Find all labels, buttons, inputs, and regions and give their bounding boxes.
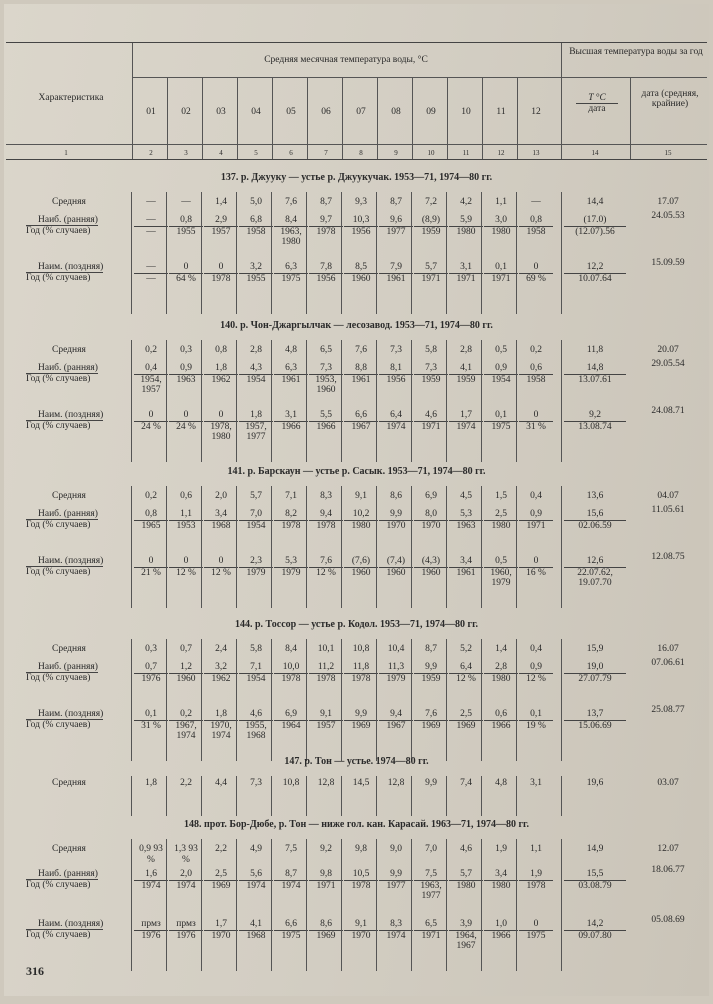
cell-min-3: 0 12 % (204, 556, 238, 578)
col-number-13: 13 (532, 149, 540, 157)
cell-max-11: 0,9 1954 (484, 363, 518, 385)
cell-min-4: 4,1 1968 (239, 919, 273, 941)
cell-mean-5: 7,1 (285, 491, 297, 501)
cell-mean-13: 19,6 (586, 778, 604, 788)
cell-min-13: 14,2 09.07.80 (564, 919, 626, 941)
cell-min-13: 13,7 15.06.69 (564, 709, 626, 731)
cell-max-3: 2,9 1957 (204, 215, 238, 237)
cell-mean-9: 8,7 (425, 644, 437, 654)
cell-min-4: 4,6 1955, 1968 (239, 709, 273, 742)
cell-max-12: 1,9 1978 (519, 869, 553, 891)
cell-mean-13: 14,4 (586, 197, 604, 207)
section-title: 148. прот. Бор-Дюбе, р. Тон — ниже гол. кан. Карасай. 1963—71, 1974—80 гг. (184, 819, 529, 830)
cell-max-11: 2,8 1980 (484, 662, 518, 684)
cell-mean-8: 10,4 (387, 644, 405, 654)
cell-mean-12: 0,2 (530, 345, 542, 355)
cell-max-3: 2,5 1969 (204, 869, 238, 891)
cell-mean-7: 9,1 (355, 491, 367, 501)
cell-min-13: 9,2 13.08.74 (564, 410, 626, 432)
t-header (566, 93, 628, 114)
cell-mean-1: — (146, 197, 156, 207)
cell-mean-3: 2,4 (215, 644, 227, 654)
section-title: 141. р. Барскаун — устье р. Сасык. 1953—71, 1974—80 гг. (227, 466, 486, 477)
cell-min-5: 5,3 1979 (274, 556, 308, 578)
col-number-4: 4 (219, 149, 223, 157)
cell-max-14: 11.05.61 (651, 505, 685, 515)
cell-min-7: 6,6 1967 (344, 410, 378, 432)
month-header-08: 08 (391, 107, 401, 117)
cell-min-1: 0,1 31 % (134, 709, 168, 731)
cell-min-3: 1,8 1970, 1974 (204, 709, 238, 742)
month-header-09: 09 (426, 107, 436, 117)
cell-mean-14: 12.07 (657, 844, 679, 854)
cell-mean-10: 4,2 (460, 197, 472, 207)
cell-mean-14: 03.07 (657, 778, 679, 788)
cell-mean-4: 2,8 (250, 345, 262, 355)
month-header-12: 12 (531, 107, 541, 117)
cell-mean-10: 7,4 (460, 778, 472, 788)
cell-max-6: 9,8 1971 (309, 869, 343, 891)
cell-max-7: 8,8 1961 (344, 363, 378, 385)
cell-min-6: 9,1 1957 (309, 709, 343, 731)
cell-max-9: 9,9 1959 (414, 662, 448, 684)
cell-mean-9: 7,2 (425, 197, 437, 207)
cell-max-10: 6,4 12 % (449, 662, 483, 684)
cell-max-4: 6,8 1958 (239, 215, 273, 237)
cell-mean-5: 10,8 (282, 778, 300, 788)
characteristic-header: Характеристика (38, 93, 104, 103)
cell-min-2: 0 12 % (169, 556, 203, 578)
cell-mean-2: 2,2 (180, 778, 192, 788)
cell-min-8: 6,4 1974 (379, 410, 413, 432)
cell-max-13: 19,0 27.07.79 (564, 662, 626, 684)
cell-max-8: 9,9 1977 (379, 869, 413, 891)
cell-min-4: 1,8 1957, 1977 (239, 410, 273, 443)
cell-mean-13: 14,9 (586, 844, 604, 854)
cell-min-14: 25.08.77 (651, 705, 685, 715)
col-number-2: 2 (149, 149, 153, 157)
cell-max-11: 2,5 1980 (484, 509, 518, 531)
col-number-6: 6 (289, 149, 293, 157)
col-number-7: 7 (324, 149, 328, 157)
cell-mean-14: 17.07 (657, 197, 679, 207)
cell-mean-10: 4,6 (460, 844, 472, 854)
cell-min-10: 3,9 1964, 1967 (449, 919, 483, 952)
cell-mean-7: 9,8 (355, 844, 367, 854)
cell-min-10: 1,7 1974 (449, 410, 483, 432)
cell-min-2: 0 24 % (169, 410, 203, 432)
cell-min-7: 9,1 1970 (344, 919, 378, 941)
cell-min-12: 0,1 19 % (519, 709, 553, 731)
cell-min-3: 0 1978 (204, 262, 238, 284)
table-header (6, 42, 707, 160)
cell-mean-14: 20.07 (657, 345, 679, 355)
cell-max-2: 0,9 1963 (169, 363, 203, 385)
cell-mean-7: 10,8 (352, 644, 370, 654)
cell-max-8: 9,6 1977 (379, 215, 413, 237)
cell-mean-8: 12,8 (387, 778, 405, 788)
cell-max-5: 8,7 1974 (274, 869, 308, 891)
cell-mean-11: 4,8 (495, 778, 507, 788)
cell-max-13: 15,6 02.06.59 (564, 509, 626, 531)
cell-max-14: 24.05.53 (651, 211, 685, 221)
row-label-min: Наим. (поздняя) Год (% случаев) (26, 919, 104, 940)
cell-min-5: 6,3 1975 (274, 262, 308, 284)
cell-min-3: 0 1978, 1980 (204, 410, 238, 443)
cell-mean-2: 0,3 (180, 345, 192, 355)
col-number-3: 3 (184, 149, 188, 157)
cell-mean-4: 5,7 (250, 491, 262, 501)
cell-mean-2: 0,7 (180, 644, 192, 654)
cell-max-12: 0,6 1958 (519, 363, 553, 385)
month-header-06: 06 (321, 107, 331, 117)
cell-mean-9: 9,9 (425, 778, 437, 788)
col-number-14: 14 (591, 149, 599, 157)
cell-mean-3: 1,4 (215, 197, 227, 207)
cell-max-1: 1,6 1974 (134, 869, 168, 891)
cell-min-8: 9,4 1967 (379, 709, 413, 731)
cell-min-4: 3,2 1955 (239, 262, 273, 284)
row-label-max: Наиб. (ранняя) Год (% случаев) (26, 215, 98, 236)
cell-min-13: 12,2 10.07.64 (564, 262, 626, 284)
cell-mean-6: 6,5 (320, 345, 332, 355)
cell-min-1: 0 21 % (134, 556, 168, 578)
cell-mean-3: 4,4 (215, 778, 227, 788)
cell-mean-9: 5,8 (425, 345, 437, 355)
cell-max-1: 0,7 1976 (134, 662, 168, 684)
row-label-mean: Средняя (52, 345, 86, 355)
cell-mean-1: 0,9 93 % (139, 844, 163, 865)
cell-min-5: 6,9 1964 (274, 709, 308, 731)
cell-min-5: 6,6 1975 (274, 919, 308, 941)
cell-mean-4: 4,9 (250, 844, 262, 854)
cell-mean-8: 8,6 (390, 491, 402, 501)
cell-min-6: 7,8 1956 (309, 262, 343, 284)
cell-max-12: 0,9 1971 (519, 509, 553, 531)
col-number-10: 10 (427, 149, 435, 157)
cell-mean-11: 1,9 (495, 844, 507, 854)
cell-mean-14: 16.07 (657, 644, 679, 654)
cell-mean-14: 04.07 (657, 491, 679, 501)
month-header-01: 01 (146, 107, 156, 117)
cell-min-14: 24.08.71 (651, 406, 685, 416)
month-header-05: 05 (286, 107, 296, 117)
cell-min-10: 3,4 1961 (449, 556, 483, 578)
cell-mean-13: 13,6 (586, 491, 604, 501)
month-header-11: 11 (496, 107, 506, 117)
cell-max-7: 10,3 1956 (344, 215, 378, 237)
col-number-15: 15 (664, 149, 672, 157)
col-number-1: 1 (64, 149, 68, 157)
cell-max-5: 8,4 1963, 1980 (274, 215, 308, 248)
cell-max-2: 0,8 1955 (169, 215, 203, 237)
row-label-mean: Средняя (52, 491, 86, 501)
cell-mean-8: 9,0 (390, 844, 402, 854)
col-number-8: 8 (359, 149, 363, 157)
cell-mean-4: 7,3 (250, 778, 262, 788)
row-label-mean: Средняя (52, 644, 86, 654)
month-header-03: 03 (216, 107, 226, 117)
cell-min-7: (7,6) 1960 (344, 556, 378, 578)
cell-mean-5: 7,6 (285, 197, 297, 207)
cell-max-5: 8,2 1978 (274, 509, 308, 531)
t-label: T °C (576, 93, 618, 104)
section-title: 147. р. Тон — устье. 1974—80 гг. (284, 756, 429, 767)
cell-mean-13: 11,8 (586, 345, 604, 355)
cell-min-8: 7,9 1961 (379, 262, 413, 284)
cell-mean-1: 0,3 (145, 644, 157, 654)
col-number-12: 12 (497, 149, 505, 157)
section-title: 137. р. Джууку — устье р. Джуукучак. 1953—71, 1974—80 гг. (220, 172, 493, 183)
cell-min-14: 05.08.69 (651, 915, 685, 925)
cell-max-13: 15,5 03.08.79 (564, 869, 626, 891)
cell-min-2: прмз 1976 (169, 919, 203, 941)
cell-max-3: 3,2 1962 (204, 662, 238, 684)
cell-max-11: 3,4 1980 (484, 869, 518, 891)
cell-min-5: 3,1 1966 (274, 410, 308, 432)
cell-min-6: 5,5 1966 (309, 410, 343, 432)
cell-min-11: 0,6 1966 (484, 709, 518, 731)
cell-mean-10: 2,8 (460, 345, 472, 355)
cell-min-4: 2,3 1979 (239, 556, 273, 578)
cell-max-9: 8,0 1970 (414, 509, 448, 531)
cell-min-2: 0 64 % (169, 262, 203, 284)
cell-mean-8: 8,7 (390, 197, 402, 207)
cell-min-11: 1,0 1966 (484, 919, 518, 941)
cell-max-4: 7,1 1954 (239, 662, 273, 684)
section-title: 144. р. Тоссор — устье р. Кодол. 1953—71, 1974—80 гг. (234, 619, 478, 630)
cell-mean-10: 5,2 (460, 644, 472, 654)
cell-mean-12: 1,1 (530, 844, 542, 854)
cell-max-6: 11,2 1978 (309, 662, 343, 684)
cell-max-3: 1,8 1962 (204, 363, 238, 385)
cell-min-1: — — (134, 262, 168, 284)
cell-max-10: 4,1 1959 (449, 363, 483, 385)
cell-min-3: 1,7 1970 (204, 919, 238, 941)
cell-mean-13: 15,9 (586, 644, 604, 654)
cell-max-3: 3,4 1968 (204, 509, 238, 531)
cell-max-13: (17.0) (12.07).56 (564, 215, 626, 237)
cell-mean-8: 7,3 (390, 345, 402, 355)
cell-min-7: 8,5 1960 (344, 262, 378, 284)
cell-max-14: 18.06.77 (651, 865, 685, 875)
document-page (4, 4, 709, 996)
cell-max-14: 29.05.54 (651, 359, 685, 369)
cell-mean-11: 1,5 (495, 491, 507, 501)
cell-max-1: — — (134, 215, 168, 237)
cell-max-2: 1,2 1960 (169, 662, 203, 684)
row-label-mean: Средняя (52, 778, 86, 788)
cell-max-10: 5,7 1980 (449, 869, 483, 891)
cell-mean-2: 1,3 93 % (174, 844, 198, 865)
cell-max-5: 10,0 1978 (274, 662, 308, 684)
cell-max-4: 7,0 1954 (239, 509, 273, 531)
cell-min-7: 9,9 1969 (344, 709, 378, 731)
cell-max-6: 9,4 1978 (309, 509, 343, 531)
cell-min-9: 6,5 1971 (414, 919, 448, 941)
cell-max-11: 3,0 1980 (484, 215, 518, 237)
cell-max-4: 5,6 1974 (239, 869, 273, 891)
row-label-max: Наиб. (ранняя) Год (% случаев) (26, 509, 98, 530)
month-header-02: 02 (181, 107, 191, 117)
cell-max-14: 07.06.61 (651, 658, 685, 668)
cell-max-4: 4,3 1954 (239, 363, 273, 385)
cell-max-7: 10,5 1978 (344, 869, 378, 891)
row-label-min: Наим. (поздняя) Год (% случаев) (26, 709, 104, 730)
cell-mean-6: 8,7 (320, 197, 332, 207)
cell-max-8: 9,9 1970 (379, 509, 413, 531)
cell-mean-7: 7,6 (355, 345, 367, 355)
cell-min-10: 2,5 1969 (449, 709, 483, 731)
cell-mean-4: 5,8 (250, 644, 262, 654)
cell-max-5: 6,3 1961 (274, 363, 308, 385)
cell-mean-1: 0,2 (145, 491, 157, 501)
cell-mean-10: 4,5 (460, 491, 472, 501)
cell-min-9: 7,6 1969 (414, 709, 448, 731)
cell-mean-12: 0,4 (530, 644, 542, 654)
row-label-min: Наим. (поздняя) Год (% случаев) (26, 556, 104, 577)
cell-max-10: 5,3 1963 (449, 509, 483, 531)
cell-min-14: 12.08.75 (651, 552, 685, 562)
max-temp-header: Высшая температура воды за год (569, 47, 703, 57)
date-avg-header: дата (средняя, крайние) (641, 89, 699, 109)
cell-mean-2: — (181, 197, 191, 207)
cell-mean-1: 1,8 (145, 778, 157, 788)
cell-mean-4: 5,0 (250, 197, 262, 207)
mean-monthly-header: Средняя месячная температура воды, °С (264, 55, 428, 65)
cell-max-9: (8,9) 1959 (414, 215, 448, 237)
cell-max-12: 0,9 12 % (519, 662, 553, 684)
cell-min-11: 0,1 1975 (484, 410, 518, 432)
page-number: 316 (26, 964, 44, 978)
cell-mean-1: 0,2 (145, 345, 157, 355)
cell-min-1: 0 24 % (134, 410, 168, 432)
cell-max-12: 0,8 1958 (519, 215, 553, 237)
cell-max-8: 8,1 1956 (379, 363, 413, 385)
cell-min-9: 5,7 1971 (414, 262, 448, 284)
section-title: 140. р. Чон-Джаргылчак — лесозавод. 1953—71, 1974—80 гг. (220, 320, 493, 331)
cell-mean-3: 0,8 (215, 345, 227, 355)
cell-min-12: 0 69 % (519, 262, 553, 284)
row-label-mean: Средняя (52, 844, 86, 854)
cell-min-12: 0 16 % (519, 556, 553, 578)
cell-mean-7: 9,3 (355, 197, 367, 207)
cell-min-1: прмз 1976 (134, 919, 168, 941)
cell-mean-12: — (531, 197, 541, 207)
cell-mean-12: 3,1 (530, 778, 542, 788)
cell-min-8: (7,4) 1960 (379, 556, 413, 578)
cell-max-8: 11,3 1979 (379, 662, 413, 684)
cell-min-10: 3,1 1971 (449, 262, 483, 284)
col-number-11: 11 (462, 149, 470, 157)
cell-mean-6: 12,8 (317, 778, 335, 788)
cell-max-13: 14,8 13.07.61 (564, 363, 626, 385)
cell-mean-5: 4,8 (285, 345, 297, 355)
cell-max-7: 10,2 1980 (344, 509, 378, 531)
cell-min-6: 8,6 1969 (309, 919, 343, 941)
cell-min-11: 0,1 1971 (484, 262, 518, 284)
row-label-min: Наим. (поздняя) Год (% случаев) (26, 262, 104, 283)
cell-max-1: 0,8 1965 (134, 509, 168, 531)
cell-max-1: 0,4 1954, 1957 (134, 363, 168, 396)
cell-mean-3: 2,2 (215, 844, 227, 854)
cell-max-2: 1,1 1953 (169, 509, 203, 531)
date-label: дата (588, 104, 606, 114)
cell-mean-11: 1,4 (495, 644, 507, 654)
cell-min-11: 0,5 1960, 1979 (484, 556, 518, 589)
cell-max-10: 5,9 1980 (449, 215, 483, 237)
cell-max-6: 9,7 1978 (309, 215, 343, 237)
cell-mean-5: 8,4 (285, 644, 297, 654)
cell-min-8: 8,3 1974 (379, 919, 413, 941)
cell-mean-6: 10,1 (317, 644, 335, 654)
month-header-04: 04 (251, 107, 261, 117)
cell-min-14: 15.09.59 (651, 258, 685, 268)
cell-mean-12: 0,4 (530, 491, 542, 501)
cell-mean-5: 7,5 (285, 844, 297, 854)
cell-max-7: 11,8 1978 (344, 662, 378, 684)
col-number-5: 5 (254, 149, 258, 157)
cell-max-2: 2,0 1974 (169, 869, 203, 891)
row-label-max: Наиб. (ранняя) Год (% случаев) (26, 869, 98, 890)
row-label-max: Наиб. (ранняя) Год (% случаев) (26, 662, 98, 683)
cell-min-9: 4,6 1971 (414, 410, 448, 432)
cell-mean-6: 8,3 (320, 491, 332, 501)
row-label-min: Наим. (поздняя) Год (% случаев) (26, 410, 104, 431)
cell-min-2: 0,2 1967, 1974 (169, 709, 203, 742)
cell-min-13: 12,6 22.07.62, 19.07.70 (564, 556, 626, 589)
cell-min-6: 7,6 12 % (309, 556, 343, 578)
cell-mean-9: 6,9 (425, 491, 437, 501)
row-label-mean: Средняя (52, 197, 86, 207)
cell-mean-7: 14,5 (352, 778, 370, 788)
cell-mean-9: 7,0 (425, 844, 437, 854)
cell-max-9: 7,3 1959 (414, 363, 448, 385)
cell-min-12: 0 1975 (519, 919, 553, 941)
cell-mean-3: 2,0 (215, 491, 227, 501)
cell-max-9: 7,5 1963, 1977 (414, 869, 448, 902)
row-label-max: Наиб. (ранняя) Год (% случаев) (26, 363, 98, 384)
cell-min-12: 0 31 % (519, 410, 553, 432)
cell-mean-2: 0,6 (180, 491, 192, 501)
cell-min-9: (4,3) 1960 (414, 556, 448, 578)
cell-mean-6: 9,2 (320, 844, 332, 854)
col-number-9: 9 (394, 149, 398, 157)
cell-mean-11: 0,5 (495, 345, 507, 355)
cell-mean-11: 1,1 (495, 197, 507, 207)
month-header-07: 07 (356, 107, 366, 117)
month-header-10: 10 (461, 107, 471, 117)
cell-max-6: 7,3 1953, 1960 (309, 363, 343, 396)
